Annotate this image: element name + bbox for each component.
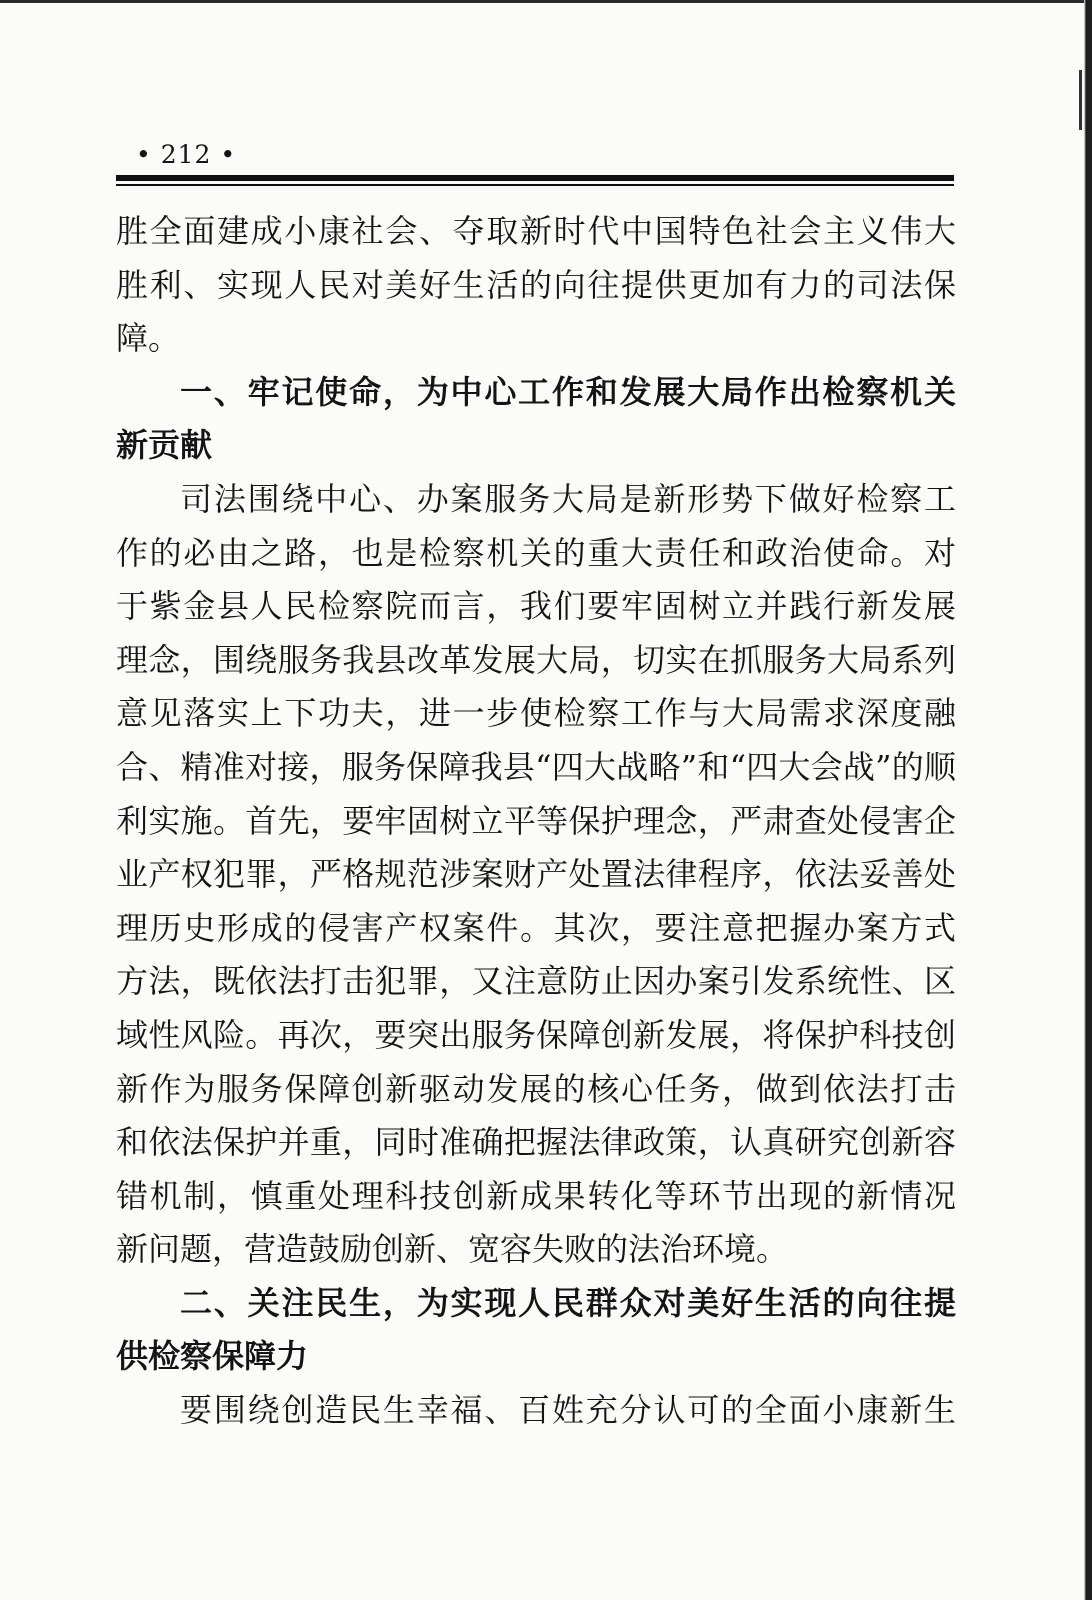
text-line: 和依法保护并重，同时准确把握法律政策，认真研究创新容 bbox=[116, 1123, 956, 1162]
text-line: 意见落实上下功夫，进一步使检察工作与大局需求深度融 bbox=[116, 694, 956, 733]
text-line: 新问题，营造鼓励创新、宽容失败的法治环境。 bbox=[116, 1230, 789, 1269]
text-line: 方法，既依法打击犯罪，又注意防止因办案引发系统性、区 bbox=[116, 962, 956, 1001]
section-heading-line: 二、关注民生，为实现人民群众对美好生活的向往提 bbox=[180, 1283, 956, 1322]
body-text bbox=[116, 205, 956, 1438]
text-line: 胜利、实现人民对美好生活的向往提供更加有力的司法保 bbox=[116, 265, 956, 304]
text-line: 合、精准对接，服务保障我县“四大战略”和“四大会战”的顺 bbox=[116, 747, 956, 786]
text-line: 于紫金县人民检察院而言，我们要牢固树立并践行新发展 bbox=[116, 587, 956, 626]
text-line: 司法围绕中心、办案服务大局是新形势下做好检察工 bbox=[180, 479, 956, 518]
header-rule-thin bbox=[116, 184, 954, 186]
scan-mark bbox=[1079, 70, 1082, 130]
scan-border-right bbox=[1084, 0, 1092, 1600]
text-line: 障。 bbox=[116, 319, 181, 358]
text-line: 利实施。首先，要牢固树立平等保护理念，严肃查处侵害企 bbox=[116, 801, 956, 840]
text-line: 业产权犯罪，严格规范涉案财产处置法律程序，依法妥善处 bbox=[116, 855, 956, 894]
text-line: 作的必由之路，也是检察机关的重大责任和政治使命。对 bbox=[116, 533, 956, 572]
scan-border-top bbox=[0, 0, 1092, 3]
text-line: 新作为服务保障创新驱动发展的核心任务，做到依法打击 bbox=[116, 1069, 956, 1108]
section-heading-line: 一、牢记使命，为中心工作和发展大局作出检察机关 bbox=[180, 372, 956, 411]
text-line: 理念，围绕服务我县改革发展大局，切实在抓服务大局系列 bbox=[116, 640, 956, 679]
section-heading-line: 新贡献 bbox=[116, 426, 213, 465]
section-heading-line: 供检察保障力 bbox=[116, 1337, 309, 1376]
text-line: 错机制，慎重处理科技创新成果转化等环节出现的新情况 bbox=[116, 1176, 956, 1215]
text-line: 胜全面建成小康社会、夺取新时代中国特色社会主义伟大 bbox=[116, 212, 956, 250]
text-line: 要围绕创造民生幸福、百姓充分认可的全面小康新生 bbox=[180, 1391, 956, 1430]
text-line: 域性风险。再次，要突出服务保障创新发展，将保护科技创 bbox=[116, 1015, 956, 1054]
page-number-header: • 212 • bbox=[136, 140, 237, 169]
text-line: 理历史形成的侵害产权案件。其次，要注意把握办案方式 bbox=[116, 908, 956, 947]
header-rule-thick bbox=[116, 175, 954, 181]
